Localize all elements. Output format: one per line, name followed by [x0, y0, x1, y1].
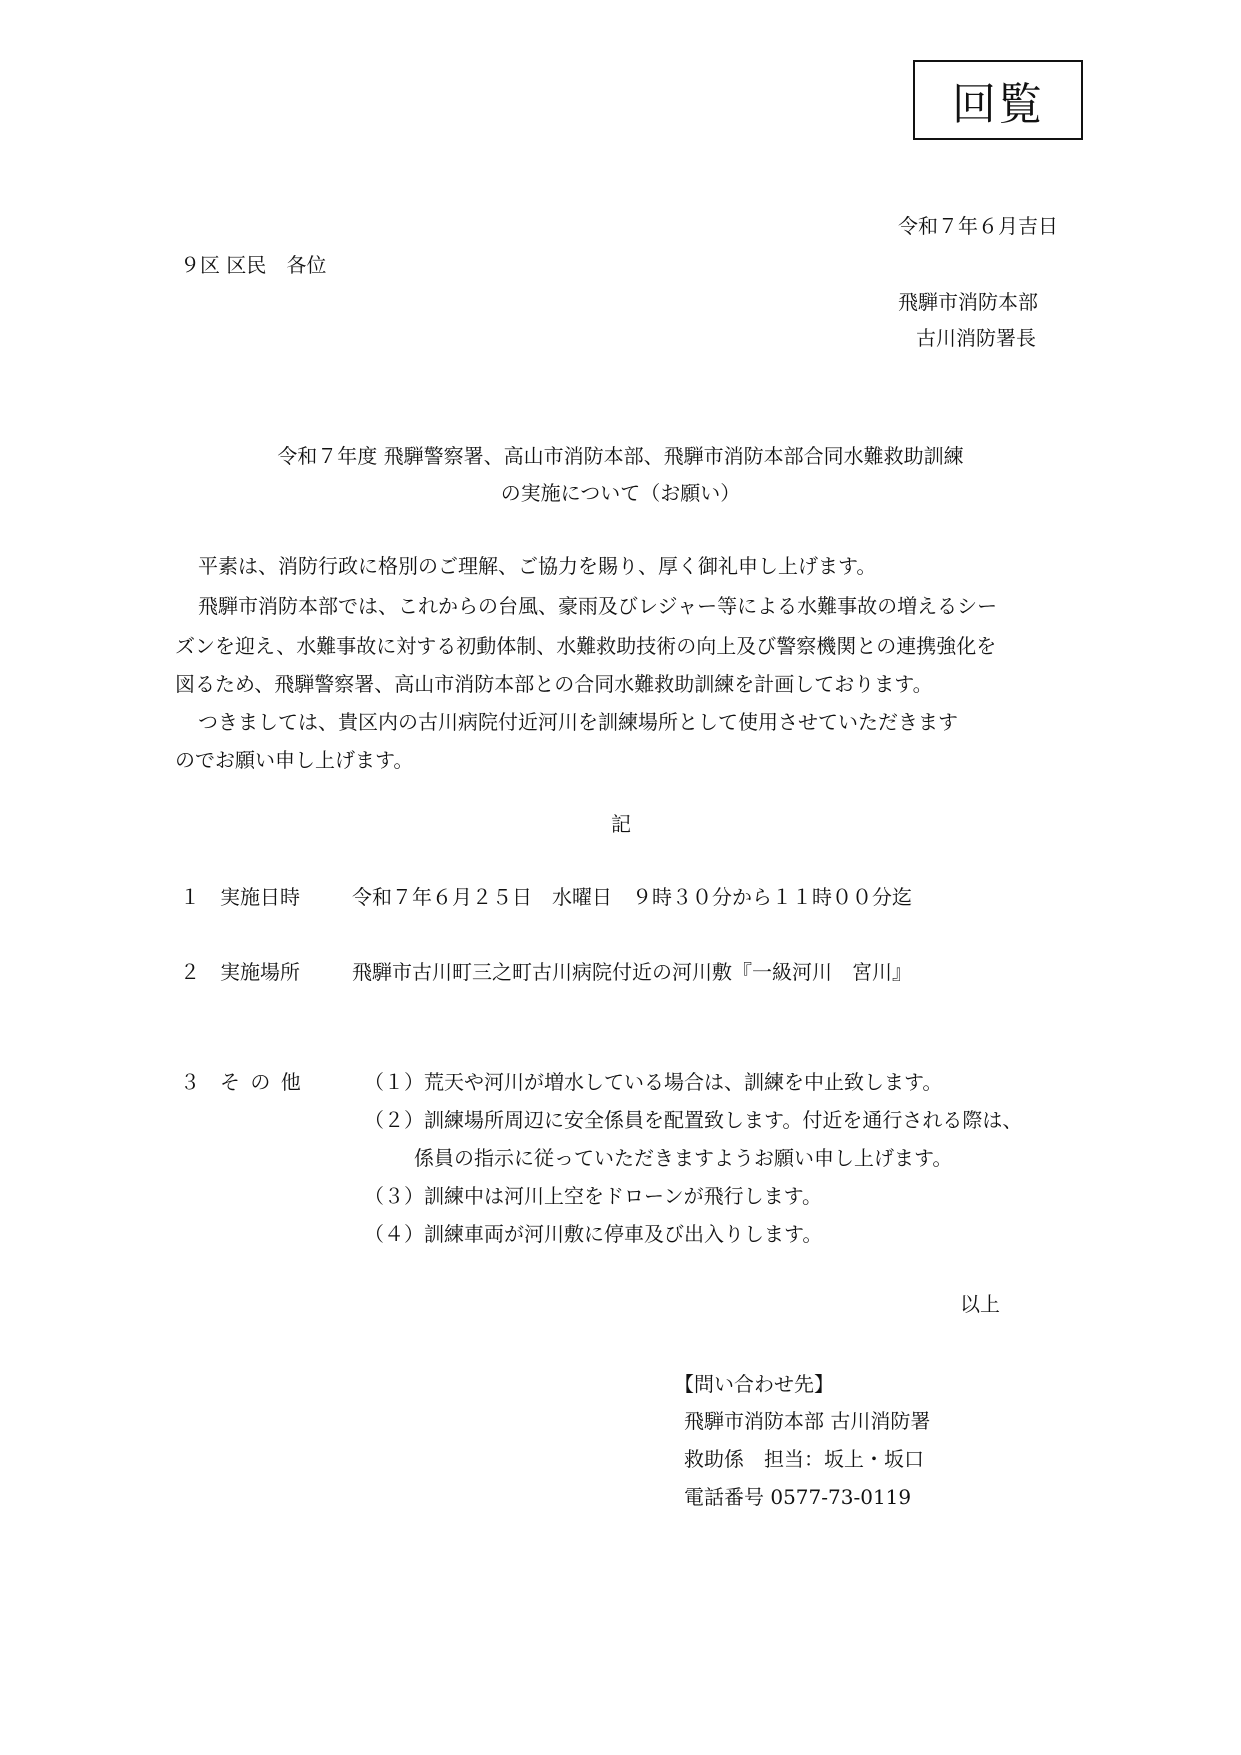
body-paragraph-line: 飛騨市消防本部では、これからの台風、豪雨及びレジャー等による水難事故の増えるシー [198, 594, 998, 618]
note-line: （３）訓練中は河川上空をドローンが飛行します。 [364, 1184, 822, 1208]
item-value: 飛騨市古川町三之町古川病院付近の河川敷『一級河川 宮川』 [352, 960, 912, 984]
note-line: 係員の指示に従っていただきますようお願い申し上げます。 [414, 1146, 953, 1170]
sender-title: 古川消防署長 [916, 326, 1036, 350]
body-paragraph-line: のでお願い申し上げます。 [175, 748, 414, 772]
contact-section: 救助係 担当：坂上・坂口 [684, 1447, 924, 1471]
item-label: 実施場所 [220, 960, 300, 984]
addressee: ９区 区民 各位 [180, 253, 327, 277]
body-paragraph-line: ズンを迎え、水難事故に対する初動体制、水難救助技術の向上及び警察機関との連携強化を [175, 634, 997, 658]
ki-heading: 記 [611, 812, 631, 836]
item-label: 実施日時 [220, 885, 300, 909]
contact-org: 飛騨市消防本部 古川消防署 [684, 1409, 931, 1433]
item-number: ３ [180, 1070, 200, 1094]
item-number: ２ [180, 960, 200, 984]
body-paragraph-line: 平素は、消防行政に格別のご理解、ご協力を賜り、厚く御礼申し上げます。 [198, 554, 877, 578]
issue-date: 令和７年６月吉日 [898, 214, 1058, 238]
document-title-line-2: の実施について（お願い） [500, 481, 741, 505]
item-number: １ [180, 885, 200, 909]
item-value: 令和７年６月２５日 水曜日 ９時３０分から１１時００分迄 [352, 885, 912, 909]
note-line: （４）訓練車両が河川敷に停車及び出入りします。 [364, 1222, 823, 1246]
circulation-stamp: 回覧 [913, 60, 1083, 140]
item-label: そ の 他 [220, 1070, 303, 1094]
note-line: （１）荒天や河川が増水している場合は、訓練を中止致します。 [364, 1070, 943, 1094]
closing-remark: 以上 [960, 1292, 1000, 1316]
note-line: （２）訓練場所周辺に安全係員を配置致します。付近を通行される際は、 [364, 1108, 1023, 1132]
body-paragraph-line: 図るため、飛騨警察署、高山市消防本部との合同水難救助訓練を計画しております。 [175, 672, 933, 696]
contact-phone: 電話番号 0577-73-0119 [684, 1485, 912, 1509]
document-title-line-1: 令和７年度 飛騨警察署、高山市消防本部、飛騨市消防本部合同水難救助訓練 [277, 444, 964, 468]
contact-heading: 【問い合わせ先】 [674, 1372, 834, 1396]
body-paragraph-line: つきましては、貴区内の古川病院付近河川を訓練場所として使用させていただきます [198, 710, 958, 734]
sender-org: 飛騨市消防本部 [898, 290, 1038, 314]
